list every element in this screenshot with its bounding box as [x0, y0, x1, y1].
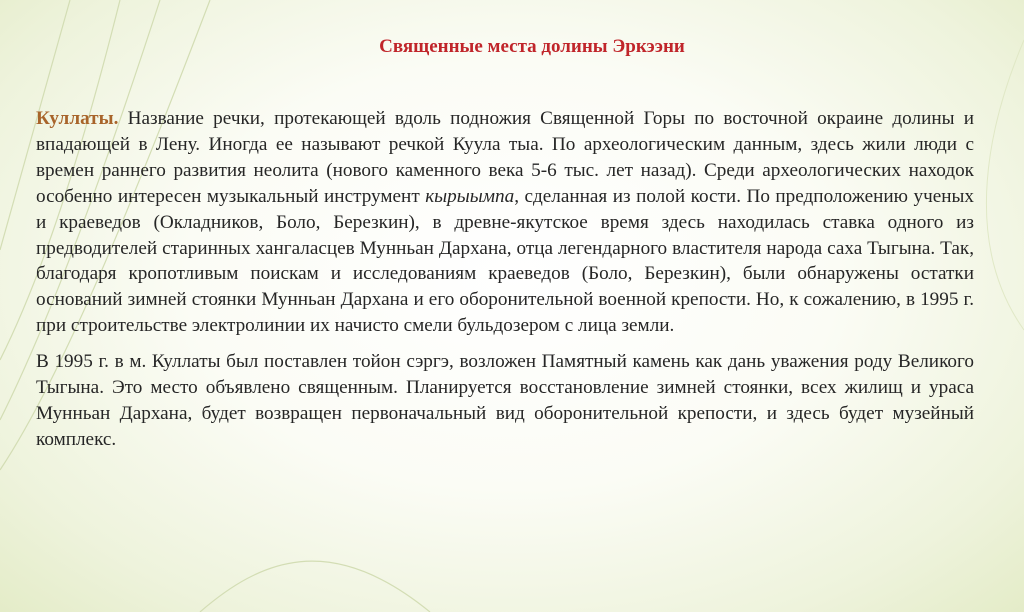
- paragraph-text: Название речки, протекающей вдоль подножия Священной Горы по восточной окраине долины и впадающей в Лену. Иногда ее называют речкой Куула тыа. По археологическим данным, здесь жили люди с времен раннего развития неолита (нового каменного века 5-6 тыс. лет назад). Среди археологических находок особенно интересен музыкальный инструмент: [36, 108, 974, 207]
- paragraph-kullaty: [36, 106, 974, 339]
- slide-body: [36, 106, 974, 453]
- slide-title: Священные места долины Эркээни: [379, 36, 685, 57]
- keyword-kullaty: Куллаты.: [36, 108, 119, 129]
- italic-term-kyryympa: кырыымпа: [425, 185, 515, 207]
- paragraph-text: , сделанная из полой кости. По предположению ученых и краеведов (Окладников, Боло, Березкин), в древне-якутское время здесь находилась ставка одного из предводителей старинных хангаласцев Мунньан Дархана, отца легендарного властителя народа саха Тыгына. Так, благодаря кропотливым поискам и исследованиям краеведов (Боло, Березкин), были обнаружены остатки оснований зимней стоянки Мунньан Дархана и его оборонительной военной крепости. Но, к сожалению, в 1995 г. при строительстве электролинии их начисто смели бульдозером с лица земли.: [36, 185, 974, 337]
- paragraph-1995: В 1995 г. в м. Куллаты был поставлен тойон сэргэ, возложен Памятный камень как дань уважения роду Великого Тыгына. Это место объявлено священным. Планируется восстановление зимней стоянки, всех жилищ и ураса Мунньан Дархана, будет возвращен первоначальный вид оборонительной крепости, и здесь будет музейный комплекс.: [36, 351, 974, 450]
